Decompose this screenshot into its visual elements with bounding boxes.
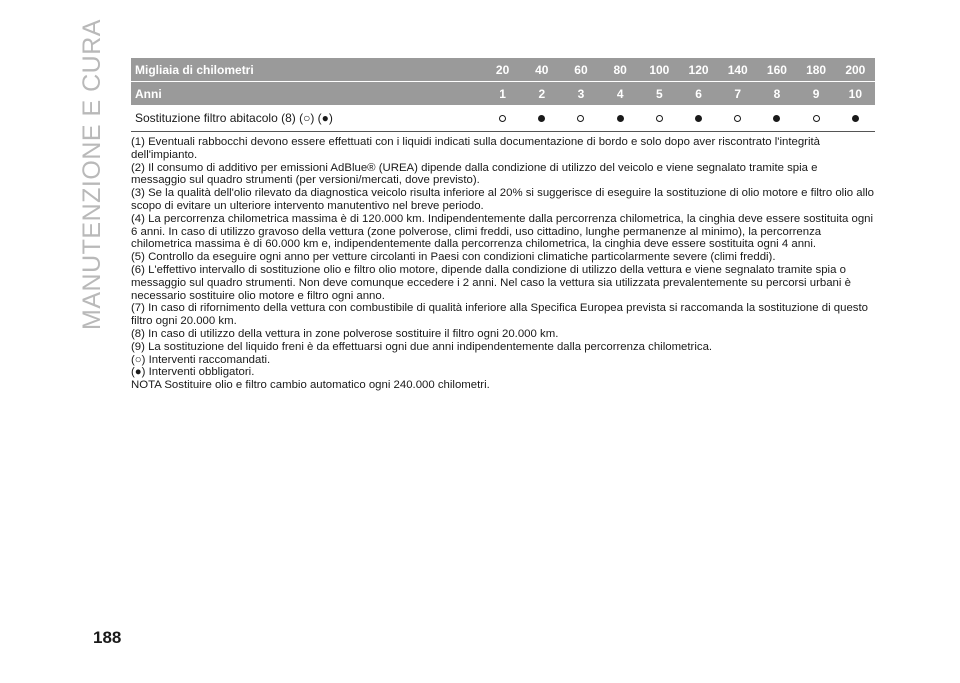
km-value: 200: [836, 58, 875, 82]
interval-dot-icon: [773, 115, 780, 122]
year-value: 6: [679, 82, 718, 106]
year-value: 2: [522, 82, 561, 106]
year-value: 8: [757, 82, 796, 106]
section-side-title-text: MANUTENZIONE E CURA: [77, 18, 106, 330]
km-value: 140: [718, 58, 757, 82]
maintenance-table: [131, 58, 875, 132]
footnote: (8) In caso di utilizzo della vettura in zone polverose sostituire il filtro ogni 20.000 km.: [131, 327, 559, 340]
footnote: (5) Controllo da eseguire ogni anno per vetture circolanti in Paesi con condizioni climatiche particolarmente severe (climi freddi).: [131, 251, 776, 264]
year-value: 9: [797, 82, 836, 106]
km-value: 120: [679, 58, 718, 82]
year-value: 5: [640, 82, 679, 106]
km-header-row: [131, 58, 875, 82]
footnote: (7) In caso di rifornimento della vettura con combustibile di qualità inferiore alla Specifica Europea prevista si raccomanda la sostituzione di questo filtro ogni 20.000 km.: [131, 302, 868, 328]
interval-cell: [757, 105, 796, 132]
km-value: 40: [522, 58, 561, 82]
section-side-title: [72, 18, 112, 330]
note-automatic-gearbox: NOTA Sostituire olio e filtro cambio automatico ogni 240.000 chilometri.: [131, 379, 490, 392]
footnote: (6) L'effettivo intervallo di sostituzione olio e filtro olio motore, dipende dalla condizione di utilizzo della vettura e viene segnalato tramite spia o messaggio sul quadro strumenti. Non deve comunque eccedere i 2 anni. Nel caso la vettura sia utilizzata prevalentemente su percorsi urbani è necessario sostituire olio motore e filtro ogni anno.: [131, 263, 851, 302]
year-value: 10: [836, 82, 875, 106]
interval-cell: [836, 105, 875, 132]
table-row: [131, 105, 875, 132]
years-header-row: [131, 82, 875, 106]
year-value: 4: [601, 82, 640, 106]
year-value: 1: [483, 82, 522, 106]
interval-dot-icon: [695, 115, 702, 122]
footnote: (4) La percorrenza chilometrica massima è di 120.000 km. Indipendentemente dalla percorrenza chilometrica, la cinghia deve essere sostituita ogni 6 anni. In caso di utilizzo gravoso della vettura (zone polverose, climi freddi, uso cittadino, lunghe permanenze al minimo), la percorrenza chilometrica massima è di 60.000 km e, indipendentemente dalla percorrenza chilometrica, la cinghia deve essere sostituita ogni 4 anni.: [131, 212, 874, 251]
km-value: 20: [483, 58, 522, 82]
interval-dot-icon: [813, 115, 820, 122]
footnotes: [131, 136, 875, 392]
footnote: (1) Eventuali rabbocchi devono essere effettuati con i liquidi indicati sulla documentazione di bordo e solo dopo aver riscontrato l'integrità dell'impianto.: [131, 136, 820, 161]
interval-cell: [718, 105, 757, 132]
legend-recommended: (○) Interventi raccomandati.: [131, 353, 271, 366]
page-content: [131, 58, 875, 392]
interval-cell: [797, 105, 836, 132]
interval-cell: [522, 105, 561, 132]
km-value: 60: [561, 58, 600, 82]
year-value: 3: [561, 82, 600, 106]
interval-cell: [640, 105, 679, 132]
km-value: 100: [640, 58, 679, 82]
interval-dot-icon: [852, 115, 859, 122]
footnote: (2) Il consumo di additivo per emissioni AdBlue® (UREA) dipende dalla condizione di utilizzo del veicolo e viene segnalato tramite spia e messaggio sul quadro strumenti (per versioni/mercati, dove previsto).: [131, 161, 818, 187]
interval-cell: [679, 105, 718, 132]
interval-cell: [601, 105, 640, 132]
footnote: (9) La sostituzione del liquido freni è da effettuarsi ogni due anni indipendentemente dalla percorrenza chilometrica.: [131, 340, 713, 353]
km-header-label: Migliaia di chilometri: [131, 58, 483, 82]
year-value: 7: [718, 82, 757, 106]
interval-dot-icon: [734, 115, 741, 122]
km-value: 180: [797, 58, 836, 82]
interval-dot-icon: [656, 115, 663, 122]
interval-dot-icon: [538, 115, 545, 122]
interval-dot-icon: [499, 115, 506, 122]
page-number: 188: [93, 628, 122, 647]
years-header-label: Anni: [131, 82, 483, 106]
footnote: (3) Se la qualità dell'olio rilevato da diagnostica veicolo risulta inferiore al 20% si suggerisce di eseguire la sostituzione di olio motore e filtro olio allo scopo di evitare un ulteriore intervento manutentivo nel breve periodo.: [131, 187, 874, 212]
km-value: 80: [601, 58, 640, 82]
interval-dot-icon: [617, 115, 624, 122]
interval-cell: [483, 105, 522, 132]
interval-cell: [561, 105, 600, 132]
interval-dot-icon: [577, 115, 584, 122]
row-label: Sostituzione filtro abitacolo (8) (○) (●): [131, 105, 483, 132]
legend-mandatory: (●) Interventi obbligatori.: [131, 366, 255, 379]
km-value: 160: [757, 58, 796, 82]
